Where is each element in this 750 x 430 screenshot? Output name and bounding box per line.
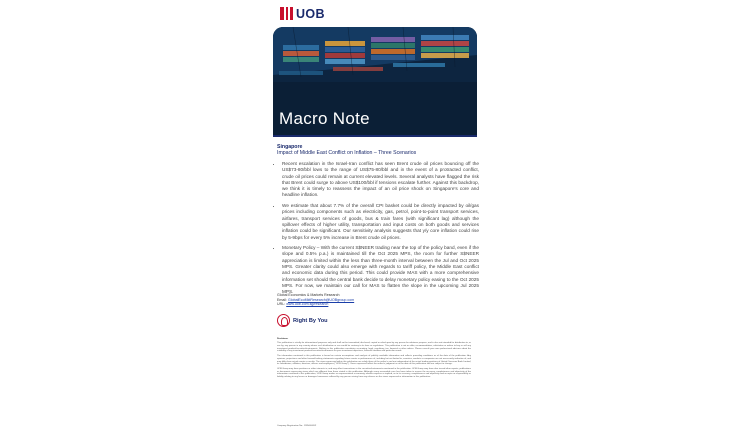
email-label: Email: xyxy=(277,297,287,302)
disclaimer-paragraph: UOB Group may have positions or other interests in, and may effect transactions in the securities/instruments mentioned in the publication. UOB Group may have also issued other reports, publications or documents expressing views which are different from those stated in this publication. Although every reasonable care has been taken to ensure the accuracy, completeness and objectivity of the information contained in this publication, UOB Group makes no representation or warranty, whether express or implied, as to its accuracy, completeness and objectivity and accepts no responsibility or liability relating to any losses or damages howsoever suffered by any person arising from any reliance on the views expressed or information in this publication. xyxy=(277,367,471,379)
banner-title: Macro Note xyxy=(279,109,370,128)
uob-logo xyxy=(280,7,327,20)
contact-block xyxy=(277,293,354,307)
uob-logo-text: UOB xyxy=(296,6,325,21)
contact-url-row xyxy=(277,302,354,307)
research-url-link[interactable]: www.uob.com.sg/research xyxy=(286,302,329,306)
disclaimer-paragraph: This publication is strictly for informational purposes only and shall not be transmitted, disclosed, copied or relied upon by any person for whatever purpose, and is also not intended for distribution to, or use by, any person in any country where such distribution or use would be contrary to its laws or regulations. This publication is not an offer, recommendation, solicitation or advice to buy or sell any investment product/securities/instruments. Nothing in this publication constitutes accounting, legal, regulatory, tax, financial or other advice. Please consult your own professional advisors about the suitability of any investment product/securities/instruments for your investment objectives, financial situation and particular needs. xyxy=(277,341,471,353)
right-by-you-brand xyxy=(277,314,328,327)
contact-team: Global Economics & Markets Research xyxy=(277,293,340,297)
cover-banner xyxy=(273,27,477,135)
uob-logo-mark-icon xyxy=(280,7,293,20)
bullet-oil-price-shock: • Recent escalation in the Israel-Iran conflict has seen Brent crude oil prices bouncing off the US$73-80/bbl lows to the range of US$75-80/bbl and in the event of a protracted conflict, crude oil prices could remain at current elevated levels. Several analysts have flagged the risk that Brent could surge to above US$100/bbl if tensions escalate further. Against this backdrop, we think it is timely to reassess the impact of an oil price shock on Singapore's core and headline inflation. xyxy=(282,161,479,199)
right-by-you-label: Right By You xyxy=(293,317,328,324)
bullet-monetary-policy: • Monetary Policy – With the current S$NEER trading near the top of the policy band, even if the slope and 0.5% p.a.) is maintained till the Oct 2025 MPS, the room for further S$NEER appreciation is limited within the less than three-month interval between the Jul and Oct 2025 MPS. Greater clarity could also emerge with regards to tariff policy, the Middle East conflict and economic data during this period. This could provide MAS with a more comprehensive information set should the central bank decide to delay monetary policy easing to the Oct 2025 MPS. For now, we maintain our call for MAS to flatten the slope in the upcoming Jul 2025 MPS. xyxy=(282,245,479,295)
key-points-list xyxy=(277,161,479,300)
banner-divider xyxy=(273,135,477,137)
bullet-cpi-basket: • We estimate that about 7.7% of the overall CPI basket could be directly impacted by oil/gas prices including components such as electricity, gas, petrol, point-to-point transport services, airfares, transport services of goods, bus & train fares (with significant lag) although the spillover effects of higher utility, transportation and input costs on both goods and services inflation could be significant. Our sensitivity analysis suggests that y/y core inflation could rise by 5-9bps for every 5% increase in Brent crude oil prices. xyxy=(282,203,479,241)
disclaimer-paragraph: The information contained in this publication is based on certain assumptions and analysis of publicly available information and reflects prevailing conditions as of the date of the publication. Any opinions, projections and other forward-looking statements regarding future events or performance of, including but not limited to, countries, markets or companies are not necessarily indicative of, and may differ from actual events or results. The views expressed within this publication are solely those of the author's and are independent of the actual trading positions of United Overseas Bank Limited, its subsidiaries, affiliates, directors, officers and employees ("UOB Group"). Views expressed reflect the author's judgment as at the date of this publication and are subject to change. xyxy=(277,354,471,366)
email-link[interactable]: GlobalEcoMktResearch@UOBgroup.com xyxy=(288,297,355,302)
company-registration: Company Registration No.: 193500026Z xyxy=(277,425,317,427)
disclaimer-heading: Disclaimer xyxy=(277,338,289,340)
disclaimer xyxy=(277,338,471,381)
country-label: Singapore xyxy=(277,144,303,150)
document-title: Impact of Middle East Conflict on Inflation – Three Scenarios xyxy=(277,150,417,156)
url-label: URL: xyxy=(277,302,286,306)
right-by-you-icon xyxy=(277,314,290,327)
